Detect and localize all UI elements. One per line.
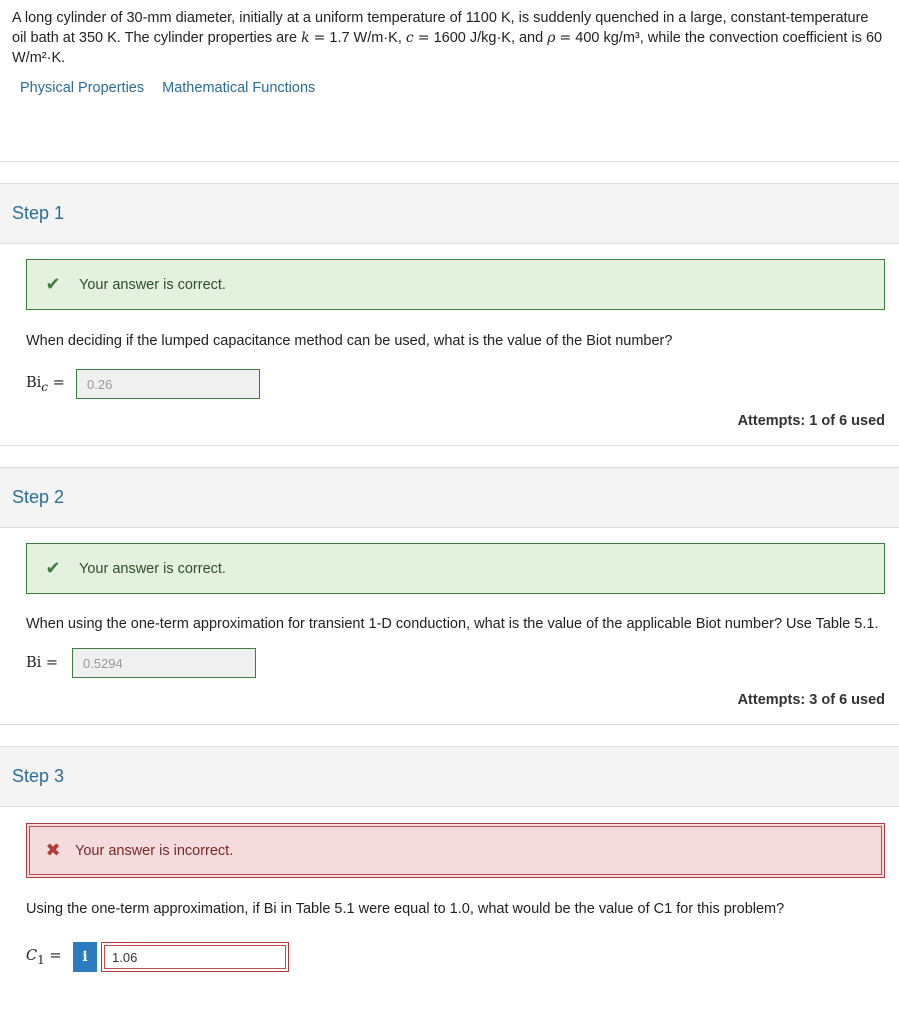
- rho-symbol: ρ: [547, 30, 556, 46]
- rho-value: 400 kg/m³: [575, 30, 640, 46]
- step-1-answer-row: [26, 369, 885, 399]
- step-1-title: Step 1: [12, 203, 65, 223]
- step-2-answer-row: [26, 648, 885, 678]
- step-1-status-banner: [26, 259, 885, 310]
- step-3-answer-input[interactable]: 1.06: [101, 942, 289, 972]
- c-value: 1600 J/kg·K, and: [433, 30, 544, 46]
- problem-statement: [0, 0, 899, 150]
- equals-sign: =: [313, 30, 326, 46]
- c-symbol: c: [405, 30, 414, 46]
- step-2-header[interactable]: [0, 467, 899, 528]
- step-2-status-text: Your answer is correct.: [79, 560, 226, 577]
- resource-links: [12, 78, 887, 98]
- spacer: [0, 162, 899, 183]
- step-3-header[interactable]: [0, 746, 899, 807]
- step-1-attempts: Attempts: 1 of 6 used: [737, 413, 885, 429]
- step-2-status-banner: [26, 543, 885, 594]
- info-icon[interactable]: i: [73, 942, 97, 972]
- problem-text-part-1: A long cylinder of 30-mm diameter, initially at a uniform temperature of 1100 K, is suddenly quenched in a large, constant-temperature oil bath at 350 K. The cylinder properties are: [12, 10, 869, 46]
- step-2-variable-base: Bi: [26, 655, 42, 671]
- step-3-status-text: Your answer is incorrect.: [75, 842, 234, 859]
- step-2-title: Step 2: [12, 487, 65, 507]
- k-symbol: k: [301, 30, 310, 46]
- step-2-equals: =: [45, 655, 59, 671]
- step-1-answer-input[interactable]: 0.26: [76, 369, 260, 399]
- step-2: [0, 467, 899, 746]
- step-2-attempts: Attempts: 3 of 6 used: [737, 692, 885, 708]
- step-1-header[interactable]: [0, 183, 899, 244]
- step-3-body: [0, 807, 899, 972]
- step-3-equals: =: [49, 947, 62, 964]
- step-3-title: Step 3: [12, 766, 65, 786]
- step-3-variable-base: C: [26, 947, 38, 964]
- step-1-body: [0, 244, 899, 413]
- equals-sign: =: [559, 30, 572, 46]
- physical-properties-link[interactable]: Physical Properties: [20, 80, 145, 96]
- step-2-question: When using the one-term approximation for transient 1-D conduction, what is the value of the applicable Biot number? Use Table 5.1.: [26, 616, 879, 632]
- mathematical-functions-link[interactable]: Mathematical Functions: [162, 80, 316, 96]
- step-1: [0, 183, 899, 467]
- step-3-status-banner: [26, 823, 885, 878]
- checkmark-icon: ✔: [45, 274, 61, 294]
- step-1-variable-subscript: c: [41, 379, 49, 394]
- step-2-answer-input[interactable]: 0.5294: [72, 648, 256, 678]
- step-1-status-text: Your answer is correct.: [79, 276, 226, 293]
- equals-sign: =: [417, 30, 430, 46]
- problem-text: [12, 8, 887, 68]
- step-1-equals: =: [52, 374, 65, 391]
- checkmark-icon: ✔: [45, 558, 61, 578]
- step-3: [0, 746, 899, 972]
- step-3-variable-subscript: 1: [37, 952, 45, 967]
- step-3-variable: [26, 948, 73, 967]
- step-1-question: When deciding if the lumped capacitance method can be used, what is the value of the Biot number?: [26, 333, 673, 349]
- spacer: [0, 725, 899, 746]
- step-1-variable-base: Bi: [26, 374, 42, 391]
- step-3-question: Using the one-term approximation, if Bi in Table 5.1 were equal to 1.0, what would be the value of C1 for this problem?: [26, 901, 785, 917]
- spacer: [0, 446, 899, 467]
- step-1-variable: [26, 375, 76, 394]
- problem-text-part-2: , while the convection coefficient is 60 W/m²·K.: [12, 30, 883, 66]
- step-2-variable: [26, 655, 72, 671]
- step-3-answer-row: [26, 942, 885, 972]
- x-mark-icon: ✖: [45, 840, 61, 860]
- step-2-body: [0, 528, 899, 692]
- k-value: 1.7 W/m·K,: [329, 30, 402, 46]
